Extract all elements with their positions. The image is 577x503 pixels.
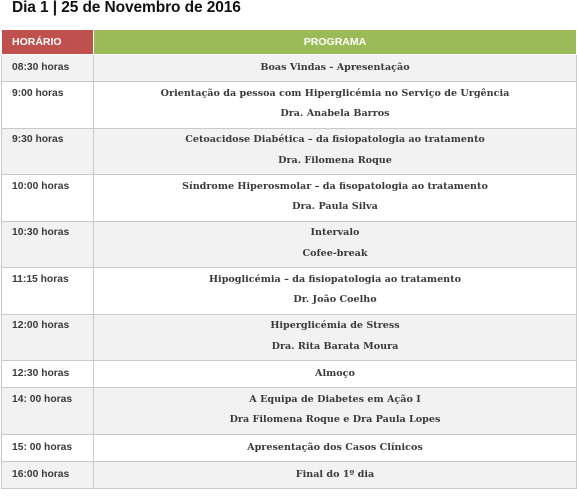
row-program xyxy=(94,361,577,388)
row-time xyxy=(2,434,94,461)
program-speaker: Dra. Anabela Barros xyxy=(280,108,390,119)
program-topic: Hipoglicémia – da fisiopatologia ao tratamento xyxy=(208,273,461,285)
row-time xyxy=(2,175,94,222)
row-program xyxy=(94,314,577,361)
row-time xyxy=(2,361,94,388)
row-program xyxy=(94,82,577,129)
row-time-text: 16:00 horas xyxy=(12,468,70,480)
program-topic: Orientação da pessoa com Hiperglicémia no Serviço de Urgência xyxy=(160,87,510,99)
program-topic: Apresentação dos Casos Clínicos xyxy=(247,441,423,453)
program-topic: Cetoacidose Diabética – da fisiopatologia ao tratamento xyxy=(185,134,485,145)
row-time xyxy=(2,82,94,129)
schedule-table xyxy=(1,29,577,489)
row-time-text: 11:15 horas xyxy=(12,273,69,285)
row-program xyxy=(94,268,577,315)
row-time-text: 08:30 horas xyxy=(12,62,70,73)
row-time-text: 9:00 horas xyxy=(12,87,64,99)
row-time-text: 12:00 horas xyxy=(12,320,70,331)
row-time xyxy=(2,128,94,175)
row-time-text: 9:30 horas xyxy=(12,134,64,145)
schedule-body xyxy=(2,55,577,489)
row-time xyxy=(2,388,94,435)
program-topic: Síndrome Hiperosmolar – da fisopatologia ao tratamento xyxy=(182,180,488,192)
schedule-row xyxy=(2,461,577,488)
row-time-text: 14: 00 horas xyxy=(12,393,73,405)
schedule-row xyxy=(2,388,577,435)
row-time xyxy=(2,314,94,361)
program-topic: Final do 1º dia xyxy=(295,468,375,480)
header-time: HORÁRIO xyxy=(2,30,94,55)
row-program xyxy=(94,221,577,268)
schedule-row xyxy=(2,221,577,268)
row-program xyxy=(94,461,577,488)
schedule-row xyxy=(2,82,577,129)
program-speaker: Dra. Paula Silva xyxy=(292,201,378,212)
row-program xyxy=(94,175,577,222)
program-speaker: Dr. João Coelho xyxy=(293,294,377,305)
row-time xyxy=(2,268,94,315)
program-topic: Hiperglicémia de Stress xyxy=(270,320,400,331)
row-time-text: 15: 00 horas xyxy=(12,441,73,453)
schedule-row xyxy=(2,314,577,361)
schedule-row xyxy=(2,361,577,388)
row-time-text: 10:30 horas xyxy=(12,227,70,238)
program-speaker: Dra. Filomena Roque xyxy=(278,154,392,166)
program-speaker: Dra. Rita Barata Moura xyxy=(271,340,399,352)
row-program xyxy=(94,434,577,461)
row-time xyxy=(2,55,94,82)
schedule-row xyxy=(2,268,577,315)
row-time-text: 10:00 horas xyxy=(12,180,70,192)
program-topic: A Equipa de Diabetes em Ação I xyxy=(249,393,421,405)
program-speaker: Cofee-break xyxy=(302,247,368,259)
row-time-text: 12:30 horas xyxy=(12,368,70,379)
row-program xyxy=(94,55,577,82)
row-time xyxy=(2,221,94,268)
program-topic: Intervalo xyxy=(310,227,360,238)
day-title: Dia 1 | 25 de Novembro de 2016 xyxy=(12,0,241,16)
schedule-row xyxy=(2,128,577,175)
program-speaker: Dra Filomena Roque e Dra Paula Lopes xyxy=(229,414,441,425)
program-topic: Almoço xyxy=(315,368,355,379)
row-program xyxy=(94,388,577,435)
schedule-row xyxy=(2,55,577,82)
row-time xyxy=(2,461,94,488)
header-row xyxy=(2,30,577,55)
schedule-header xyxy=(2,30,577,55)
schedule-row xyxy=(2,434,577,461)
row-program xyxy=(94,128,577,175)
header-program: PROGRAMA xyxy=(94,30,577,55)
schedule-row xyxy=(2,175,577,222)
program-topic: Boas Vindas - Apresentação xyxy=(260,62,410,73)
